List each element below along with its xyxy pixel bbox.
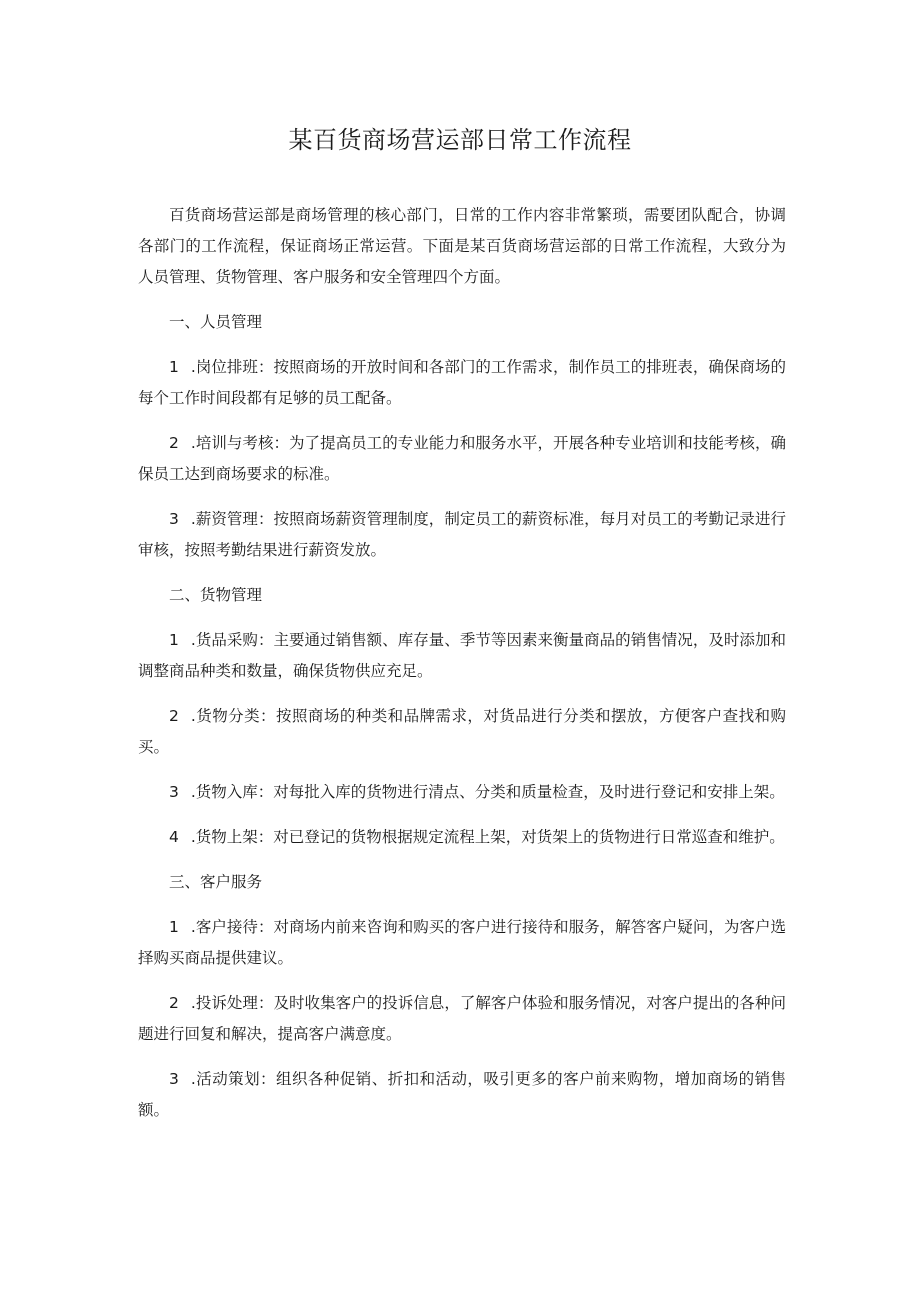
- item-text: .岗位排班：按照商场的开放时间和各部门的工作需求，制作员工的排班表，确保商场的每个工作时间段都有足够的员工配备。: [138, 358, 786, 407]
- item-text: .客户接待：对商场内前来咨询和购买的客户进行接待和服务，解答客户疑问，为客户选择购买商品提供建议。: [138, 918, 786, 967]
- list-item: [138, 428, 786, 490]
- item-text: .薪资管理：按照商场薪资管理制度，制定员工的薪资标准，每月对员工的考勤记录进行审核，按照考勤结果进行薪资发放。: [138, 510, 786, 559]
- list-item: [138, 822, 786, 853]
- item-number: 2: [169, 994, 179, 1012]
- item-text: .货品采购：主要通过销售额、库存量、季节等因素来衡量商品的销售情况，及时添加和调整商品种类和数量，确保货物供应充足。: [138, 631, 786, 680]
- list-item: [138, 504, 786, 566]
- list-item: [138, 988, 786, 1050]
- item-text: .货物上架：对已登记的货物根据规定流程上架，对货架上的货物进行日常巡查和维护。: [190, 828, 785, 846]
- list-item: [138, 625, 786, 687]
- item-text: .培训与考核：为了提高员工的专业能力和服务水平，开展各种专业培训和技能考核，确保员工达到商场要求的标准。: [138, 434, 786, 483]
- document-body: [138, 200, 786, 1140]
- item-text: .活动策划：组织各种促销、折扣和活动，吸引更多的客户前来购物，增加商场的销售额。: [138, 1070, 786, 1119]
- item-number: 2: [169, 434, 179, 452]
- list-item: [138, 701, 786, 763]
- intro-paragraph: 百货商场营运部是商场管理的核心部门，日常的工作内容非常繁琐，需要团队配合，协调各部门的工作流程，保证商场正常运营。下面是某百货商场营运部的日常工作流程，大致分为人员管理、货物管理、客户服务和安全管理四个方面。: [138, 206, 786, 286]
- item-number: 3: [169, 1070, 179, 1088]
- item-text: .货物分类：按照商场的种类和品牌需求，对货品进行分类和摆放，方便客户查找和购买。: [138, 707, 786, 756]
- item-number: 1: [169, 918, 179, 936]
- item-text: .货物入库：对每批入库的货物进行清点、分类和质量检查，及时进行登记和安排上架。: [190, 783, 785, 801]
- list-item: [138, 1064, 786, 1126]
- item-number: 2: [169, 707, 179, 725]
- section-heading-customer-service: 三、客户服务: [169, 873, 263, 891]
- document-title: 某百货商场营运部日常工作流程: [288, 126, 632, 154]
- list-item: [138, 352, 786, 414]
- list-item: [138, 777, 786, 808]
- item-number: 4: [169, 828, 179, 846]
- item-number: 3: [169, 783, 179, 801]
- section-heading-personnel: 一、人员管理: [169, 313, 263, 331]
- item-number: 1: [169, 358, 179, 376]
- item-text: .投诉处理：及时收集客户的投诉信息，了解客户体验和服务情况，对客户提出的各种问题进行回复和解决，提高客户满意度。: [138, 994, 786, 1043]
- item-number: 3: [169, 510, 179, 528]
- section-heading-goods: 二、货物管理: [169, 586, 263, 604]
- list-item: [138, 912, 786, 974]
- item-number: 1: [169, 631, 179, 649]
